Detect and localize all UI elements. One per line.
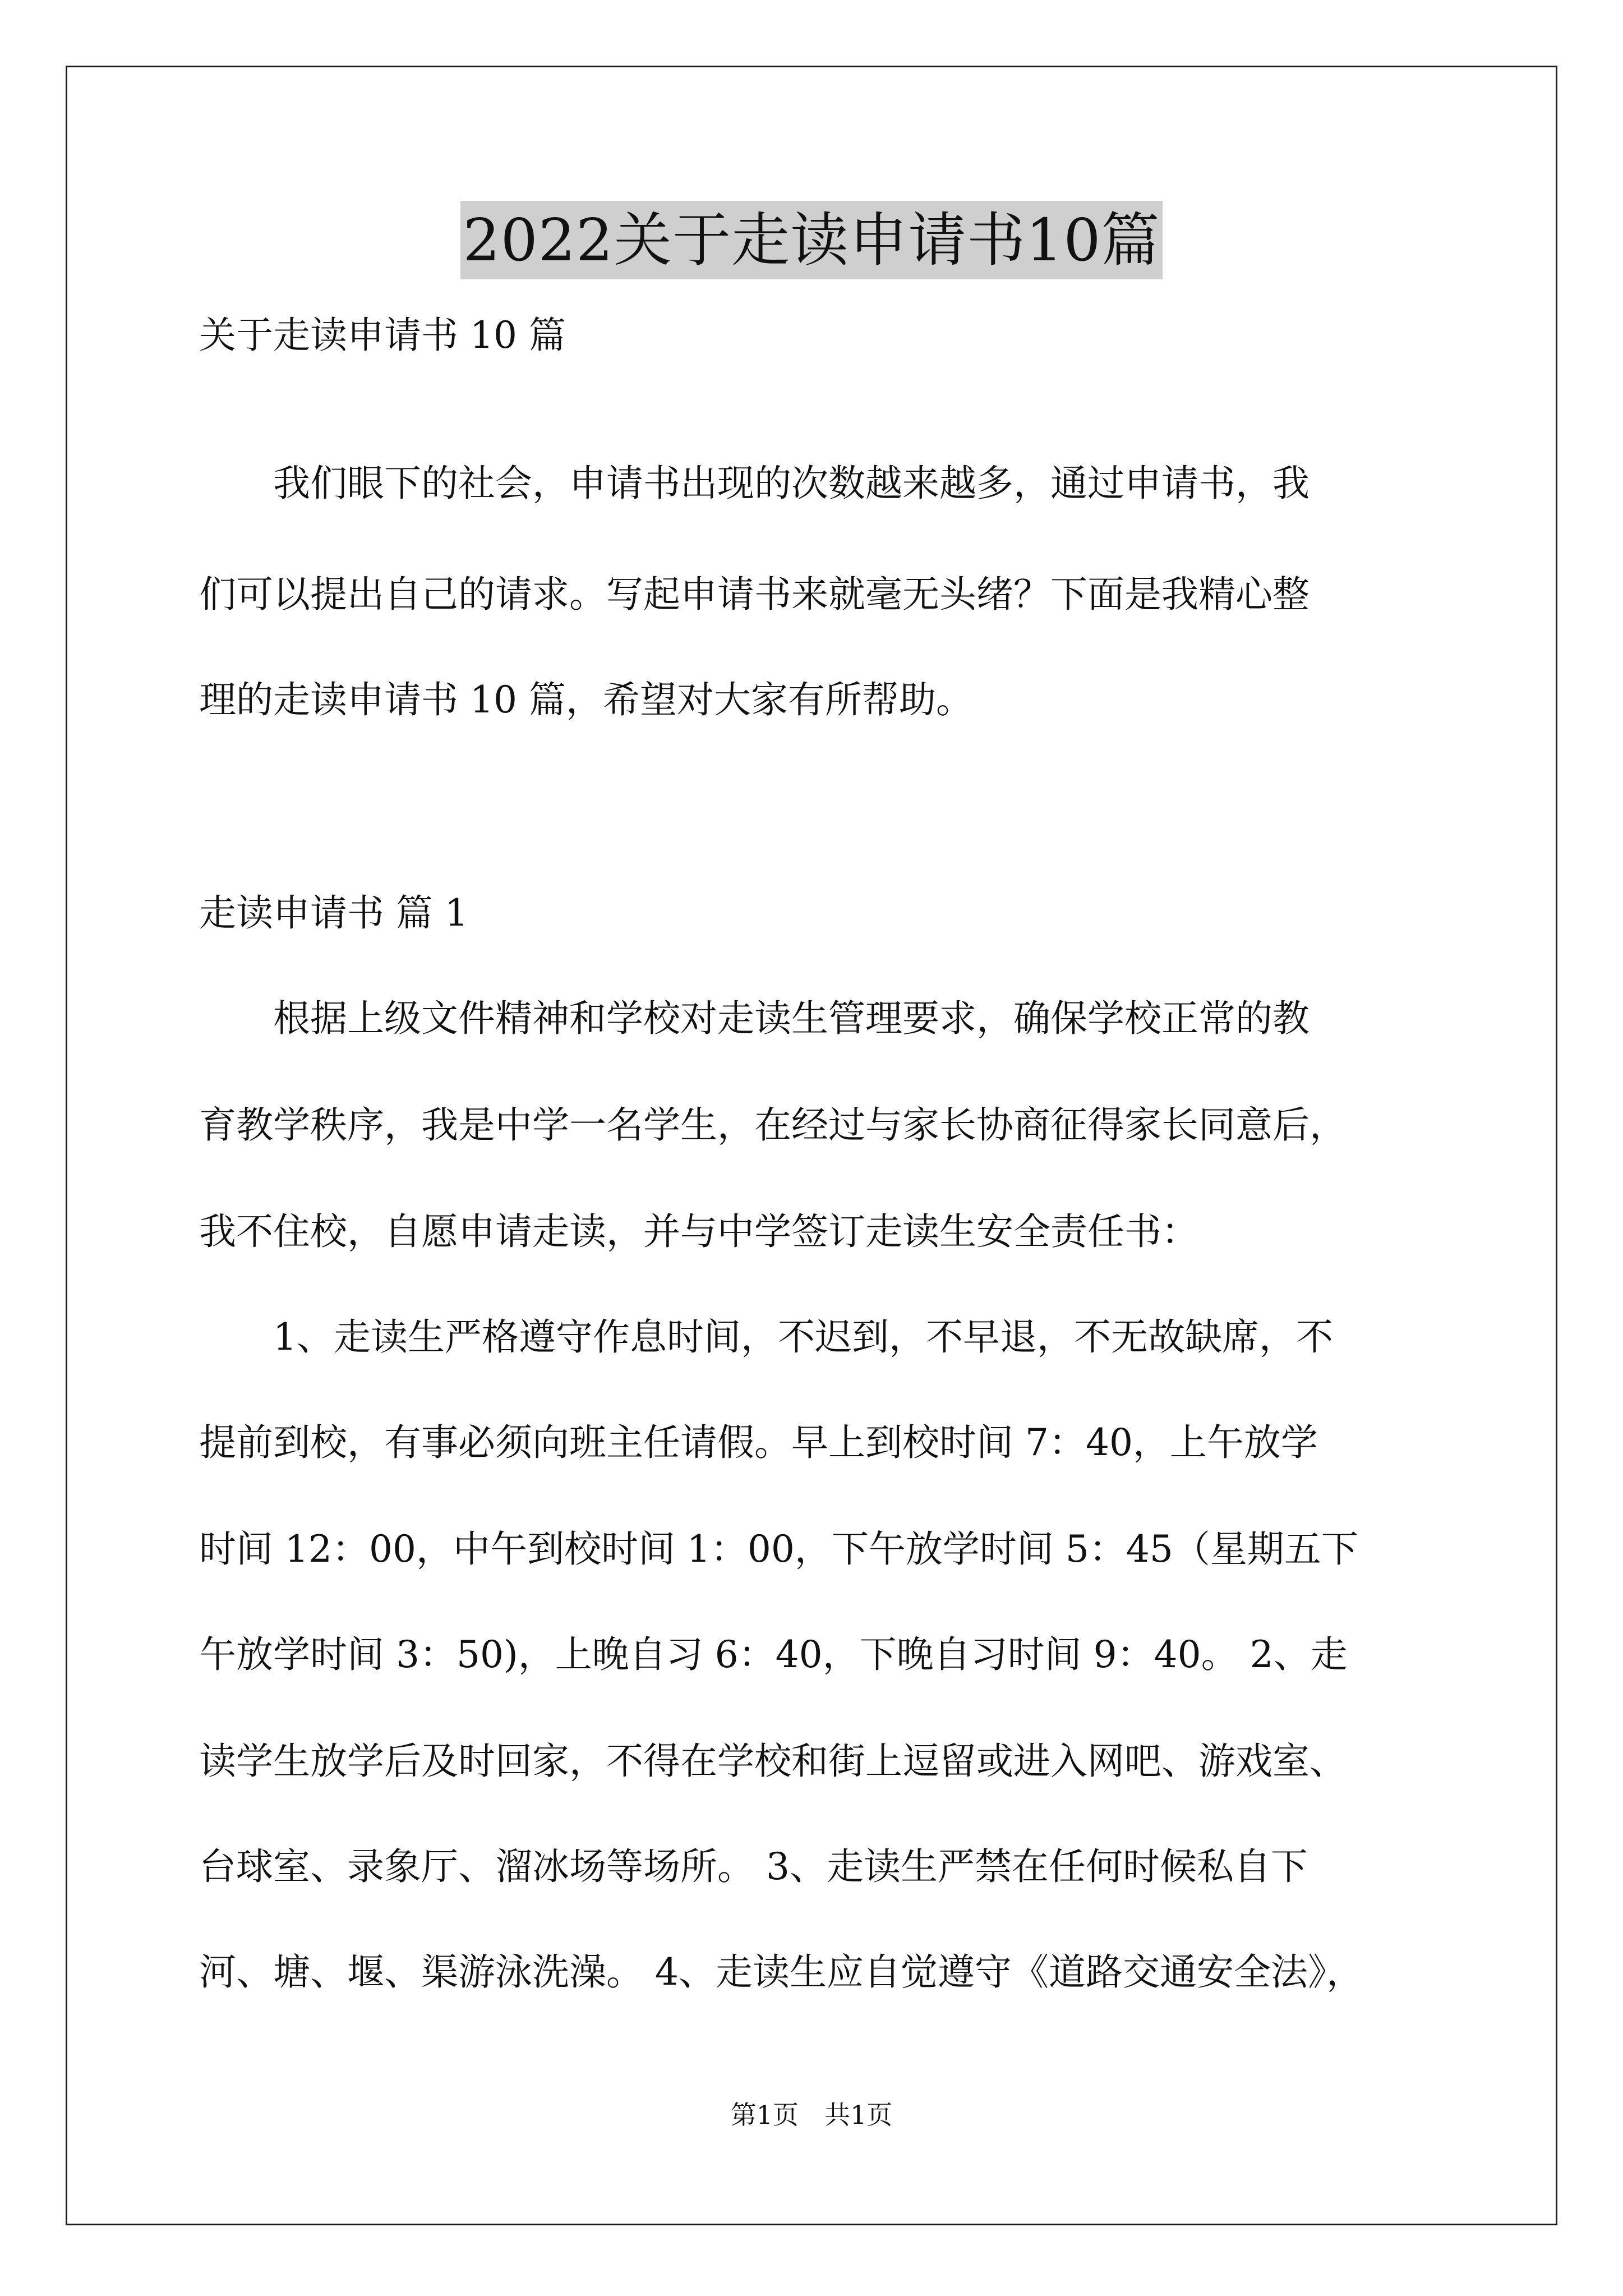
- paragraph-line: 读学生放学后及时回家，不得在学校和街上逗留或进入网吧、游戏室、: [199, 1740, 1347, 1783]
- paragraph-line: 午放学时间 3：50)，上晚自习 6：40，下晚自习时间 9：40。 2、走: [199, 1633, 1348, 1676]
- paragraph-line: 台球室、录象厅、溜冰场等场所。 3、走读生严禁在任何时候私自下: [199, 1845, 1308, 1888]
- paragraph-line: 理的走读申请书 10 篇，希望对大家有所帮助。: [199, 678, 973, 721]
- page-footer: 第1页 共1页: [730, 2100, 893, 2130]
- paragraph-line: 时间 12：00，中午到校时间 1：00，下午放学时间 5：45（星期五下: [199, 1527, 1358, 1571]
- paragraph-line: 提前到校，有事必须向班主任请假。早上到校时间 7：40，上午放学: [199, 1421, 1318, 1464]
- paragraph-line: 1、走读生严格遵守作息时间，不迟到，不早退，不无故缺席，不: [199, 1315, 1333, 1359]
- paragraph-line: 河、塘、堰、渠游泳洗澡。 4、走读生应自觉遵守《道路交通安全法》，: [199, 1950, 1363, 1994]
- paragraph-line: 我不住校，自愿申请走读，并与中学签订走读生安全责任书：: [199, 1210, 1198, 1253]
- paragraph-line: 育教学秩序，我是中学一名学生，在经过与家长协商征得家长同意后，: [199, 1103, 1347, 1147]
- paragraph-line: 根据上级文件精神和学校对走读生管理要求，确保学校正常的教: [199, 997, 1310, 1040]
- paragraph-line: 们可以提出自己的请求。写起申请书来就毫无头绪？下面是我精心整: [199, 573, 1310, 616]
- document-title: 2022关于走读申请书10篇: [460, 201, 1162, 279]
- paragraph-line: 我们眼下的社会，申请书出现的次数越来越多，通过申请书，我: [199, 462, 1310, 505]
- subtitle-line: 关于走读申请书 10 篇: [199, 314, 566, 357]
- title-container: [0, 201, 1623, 279]
- section-heading: 走读申请书 篇 1: [199, 891, 468, 935]
